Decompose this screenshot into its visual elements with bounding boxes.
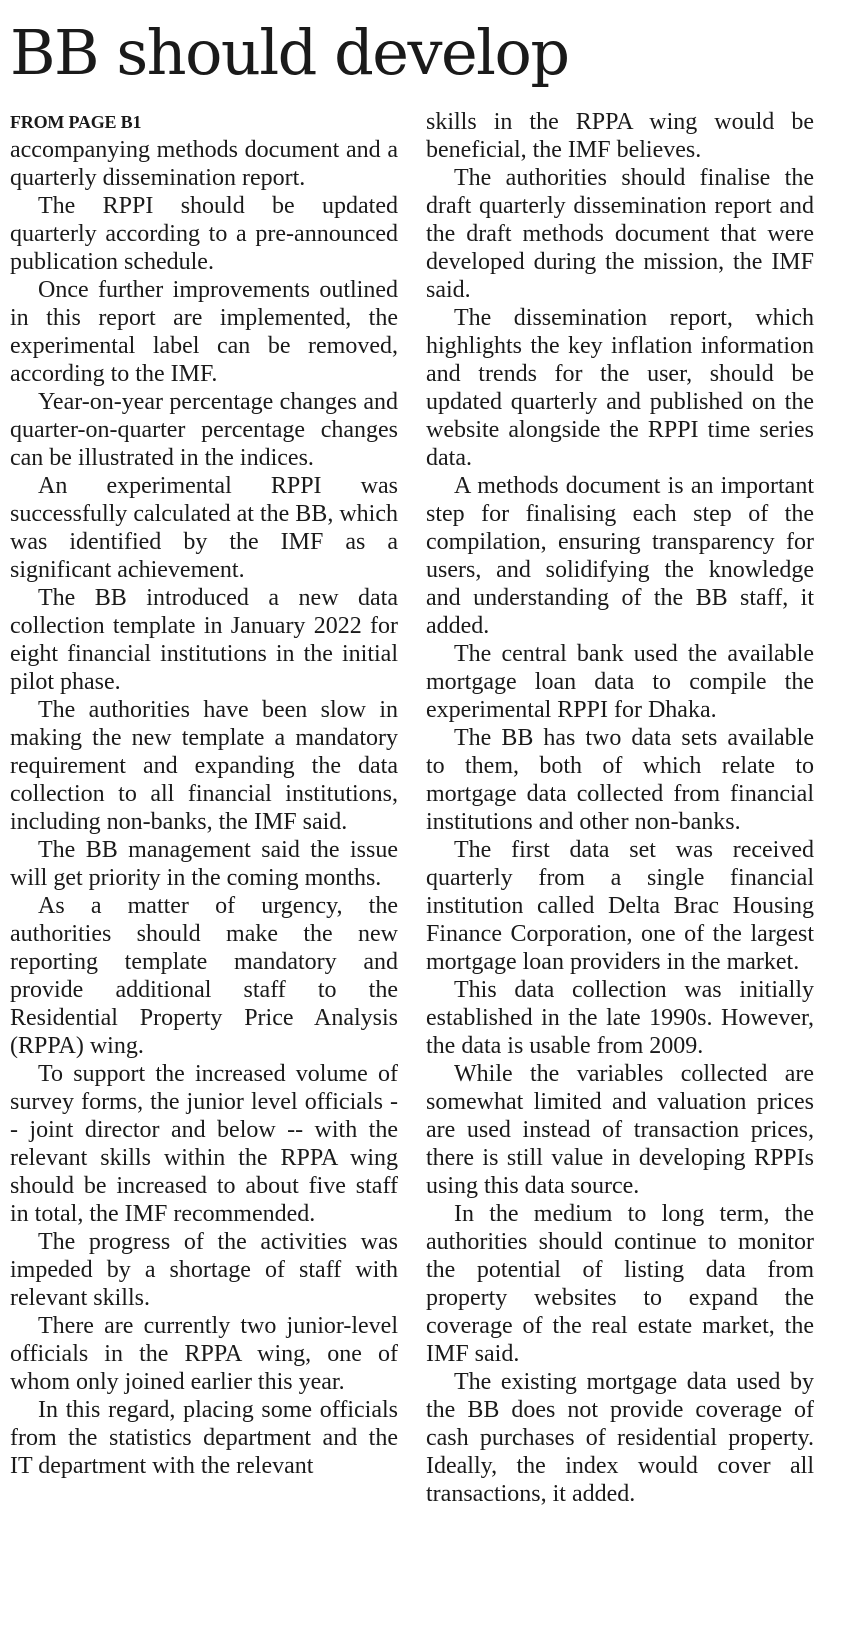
- paragraph: The BB introduced a new data collection template in January 2022 for eight financial institutions in the initial pilot phase.: [10, 585, 398, 695]
- paragraph: The authorities have been slow in making the new template a mandatory requirement and expanding the data collection to all financial institutions, including non-banks, the IMF said.: [10, 697, 398, 835]
- paragraph: As a matter of urgency, the authorities should make the new reporting template mandatory and provide additional staff to the Residential Property Price Analysis (RPPA) wing.: [10, 893, 398, 1059]
- paragraph: A methods document is an important step for finalising each step of the compilation, ensuring transparency for users, and solidifying the knowledge and understanding of the BB staff, it added.: [426, 473, 814, 639]
- headline: BB should develop: [10, 16, 569, 89]
- article-column-right: [426, 108, 814, 1508]
- paragraph: An experimental RPPI was successfully calculated at the BB, which was identified by the IMF as a significant achievement.: [10, 473, 398, 583]
- paragraph: accompanying methods document and a quarterly dissemination report.: [10, 137, 398, 191]
- paragraph: The dissemination report, which highlights the key inflation information and trends for the user, should be updated quarterly and published on the website alongside the RPPI time series data.: [426, 305, 814, 471]
- paragraph: The BB management said the issue will get priority in the coming months.: [10, 837, 398, 891]
- paragraph: The authorities should finalise the draft quarterly dissemination report and the draft methods document that were developed during the mission, the IMF said.: [426, 165, 814, 303]
- paragraph: In this regard, placing some officials from the statistics department and the IT department with the relevant: [10, 1397, 398, 1479]
- paragraph: The BB has two data sets available to them, both of which relate to mortgage data collected from financial institutions and other non-banks.: [426, 725, 814, 835]
- paragraph: The progress of the activities was impeded by a shortage of staff with relevant skills.: [10, 1229, 398, 1311]
- article-column-left: [10, 108, 398, 1480]
- paragraph: In the medium to long term, the authorities should continue to monitor the potential of listing data from property websites to expand the coverage of the real estate market, the IMF said.: [426, 1201, 814, 1367]
- paragraph: Year-on-year percentage changes and quarter-on-quarter percentage changes can be illustrated in the indices.: [10, 389, 398, 471]
- paragraph: The RPPI should be updated quarterly according to a pre-announced publication schedule.: [10, 193, 398, 275]
- continued-from-label: FROM PAGE B1: [10, 112, 142, 132]
- paragraph: There are currently two junior-level officials in the RPPA wing, one of whom only joined earlier this year.: [10, 1313, 398, 1395]
- paragraph: Once further improvements outlined in this report are implemented, the experimental label can be removed, according to the IMF.: [10, 277, 398, 387]
- paragraph: While the variables collected are somewhat limited and valuation prices are used instead of transaction prices, there is still value in developing RPPIs using this data source.: [426, 1061, 814, 1199]
- paragraph: The first data set was received quarterly from a single financial institution called Delta Brac Housing Finance Corporation, one of the largest mortgage loan providers in the market.: [426, 837, 814, 975]
- paragraph: The central bank used the available mortgage loan data to compile the experimental RPPI for Dhaka.: [426, 641, 814, 723]
- paragraph: This data collection was initially established in the late 1990s. However, the data is usable from 2009.: [426, 977, 814, 1059]
- paragraph: The existing mortgage data used by the BB does not provide coverage of cash purchases of residential property. Ideally, the index would cover all transactions, it added.: [426, 1369, 814, 1507]
- paragraph: To support the increased volume of survey forms, the junior level officials -- joint director and below -- with the relevant skills within the RPPA wing should be increased to about five staff in total, the IMF recommended.: [10, 1061, 398, 1227]
- paragraph: skills in the RPPA wing would be beneficial, the IMF believes.: [426, 109, 814, 163]
